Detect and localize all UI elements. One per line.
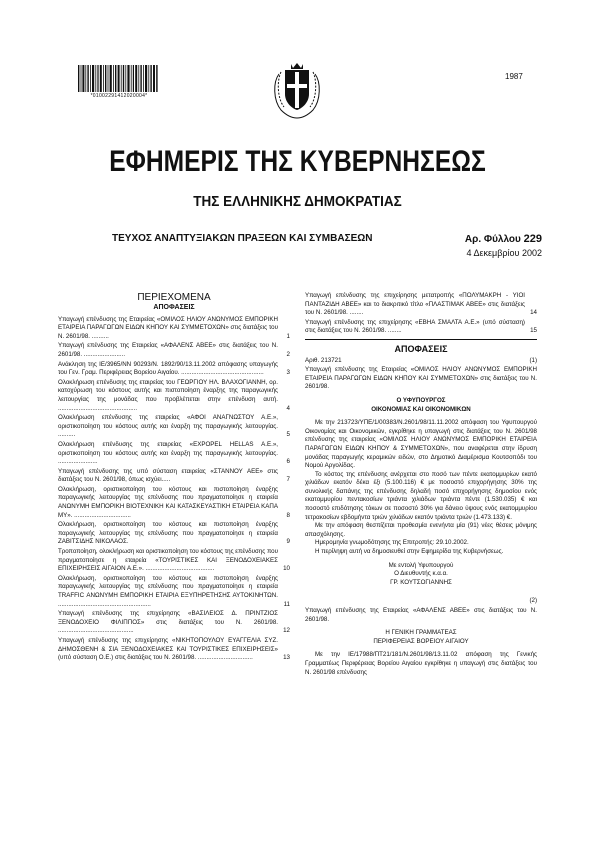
toc-page: 1 — [286, 332, 290, 340]
toc-page: 8 — [286, 511, 290, 519]
decision-1-paragraph: Η περίληψη αυτή να δημοσιευθεί στην Εφημερίδα της Κυβερνήσεως. — [315, 548, 504, 556]
toc-text: Υπαγωγή επένδυσης της επιχείρησης «ΒΑΣΙΛΕΙΟΣ Δ. ΠΡΙΝΤΖΙΟΣ ΞΕΝΟΔΟΧΕΙΟ ΦΙΛΙΠΠΟΣ» στις διατάξεις του Ν. 2601/98. ............................................ — [58, 610, 278, 635]
toc-text: Υπαγωγή επένδυσης της επιχείρησης «ΝΙΚΗΤΟΠΟΥΛΟΥ ΕΥΑΓΓΕΛΙΑ ΣΥΖ. ΔΗΜΟΣΘΕΝΗ & ΣΙΑ ΞΕΝΟΔΟΧΕΙΑΚΕΣ ΚΑΙ ΤΟΥΡΙΣΤΙΚΕΣ ΕΠΙΧΕΙΡΗΣΕΙΣ» (υπό σύσταση Ο.Ε.) στις διατάξεις του Ν. 2601/98. ................................ — [58, 636, 278, 662]
toc-text: Υπαγωγή επένδυσης της Εταιρείας «ΑΦΑΛΕΝΣ ΑΒΕΕ» στις διατάξεις του Ν. 2601/98. ........................ — [58, 342, 278, 358]
toc-page: 13 — [283, 654, 290, 662]
toc-item — [58, 379, 290, 413]
toc-page: 12 — [283, 627, 290, 635]
decision-2-authority: Η ΓΕΝΙΚΗ ΓΡΑΜΜΑΤΕΑΣ — [385, 629, 457, 637]
toc-item — [58, 637, 290, 663]
toc-page: 7 — [286, 476, 290, 484]
contents-column — [58, 292, 290, 664]
toc-page: 5 — [286, 431, 290, 439]
decision-1-signature-line: Ο Διευθυντής κ.α.α. — [394, 570, 448, 578]
toc-text: Ολοκλήρωση, οριστικοποίηση του κόστους και πιστοποίηση έναρξης παραγωγικής λειτουργίας της επένδυσης που πραγματοποίησε η εταιρεία TRAFFIC ΑΝΩΝΥΜΗ ΕΜΠΟΡΙΚΗ ΕΤΑΙΡΙΑ ΕΞΥΠΗΡΕΤΗΣΗΣ ΑΥΤΟΚΙΝΗΤΩΝ. ...................................................... — [58, 574, 278, 608]
toc-item — [58, 468, 290, 485]
toc-page: 2 — [286, 350, 290, 358]
toc-text: Ολοκλήρωση επένδυσης της εταιρείας «EXPOPEL HELLAS A.E.», οριστικοποίηση του κόστους αυτής και έναρξη της παραγωγικής λειτουργίας. ....................... — [58, 440, 278, 466]
toc-item — [58, 521, 290, 547]
toc-item — [58, 486, 290, 520]
issue-sheet — [465, 233, 542, 245]
toc-item — [58, 316, 290, 342]
toc-text: Υπαγωγή επένδυσης της υπό σύσταση εταιρείας «ΣΤΑΝΝΟΥ ΑΕΕ» στις διατάξεις του Ν. 2601/98, όπως ισχύει..... — [58, 467, 278, 484]
gazette-title: ΕΦΗΜΕΡΙΣ ΤΗΣ ΚΥΒΕΡΝΗΣΕΩΣ — [109, 145, 486, 178]
toc-item — [305, 292, 537, 318]
issue-date: 4 Δεκεμβρίου 2002 — [466, 248, 542, 258]
toc-item — [58, 414, 290, 440]
decision-1-ref-line — [305, 357, 537, 366]
decision-2-ref-line — [305, 597, 537, 606]
barcode-number: *01002291412020004* — [90, 93, 148, 99]
toc-page: 10 — [283, 565, 290, 573]
decision-2-number: (2) — [529, 597, 537, 605]
decision-1-signature-line: Με εντολή Υφυπουργού — [388, 561, 454, 569]
toc-text: Υπαγωγή επένδυσης της Εταιρείας «ΟΜΙΛΟΣ ΗΛΙΟΥ ΑΝΩΝΥΜΟΣ ΕΜΠΟΡΙΚΗ ΕΤΑΙΡΕΙΑ ΠΑΡΑΓΩΓΩΝ ΕΙΔΩΝ ΚΗΠΟΥ ΚΑΙ ΣΥΜΜΕΤΟΧΩΝ» στις διατάξεις του Ν. 2601/98. .......... — [58, 315, 279, 340]
greek-coat-of-arms-emblem — [269, 60, 325, 120]
toc-page: 14 — [530, 309, 537, 317]
decision-2-paragraph: Με την ΙΕ/17988/ΠΤ21/181/Ν.2601/98/13.11.02 απόφαση της Γενικής Γραμματέως Περιφέρειας Βορείου Αιγαίου εγκρίθηκε η υπαγωγή στις διατάξεις του Ν. 2601/98 επένδυσης — [305, 651, 537, 676]
decisions-column — [305, 292, 537, 677]
toc-page: 3 — [286, 369, 290, 377]
toc-item — [58, 610, 290, 636]
toc-item — [305, 319, 537, 336]
barcode — [78, 65, 158, 92]
toc-text: Ολοκλήρωση, οριστικοποίηση του κόστους και πιστοποίηση έναρξης παραγωγικής λειτουργίας της επένδυσης που πραγματοποίησε η εταιρεία ΖΑΒΙΤΣΙΔΗΣ ΝΙΚΟΛΑΟΣ. — [58, 521, 278, 546]
decision-2-title: Υπαγωγή επένδυσης της Εταιρείας «ΑΦΑΛΕΝΣ ΑΒΕΕ» στις διατάξεις του Ν. 2601/98. — [305, 607, 537, 623]
decision-1-paragraph: Με την απόφαση θεσπίζεται προθεσμία ενενήντα μία (91) νέες θέσεις μόνιμης απασχόλησης. — [305, 522, 537, 538]
toc-text: Υπαγωγή επένδυσης της επιχείρησης μετατροπής «ΠΟΛΥΜΑΚΡΗ - ΥΙΟΙ ΠΑΝΤΑΖΙΔΗ ΑΒΕΕ» και το διακριτικό τίτλο «ΠΛΑΣΤΙΜΑΚ ΑΒΕΕ» στις διατάξεις του Ν. 2601/98. ........ — [305, 292, 525, 317]
toc-text: Τροποποίηση, ολοκλήρωση και οριστικοποίηση του κόστους της επένδυσης που πραγματοποίησε η εταιρεία «ΤΟΥΡΙΣΤΙΚΕΣ ΚΑΙ ΞΕΝΟΔΟΧΕΙΑΚΕΣ ΕΠΙΧΕΙΡΗΣΕΙΣ ΑΙΓΑΙΟΝ Α.Ε.». ........................................ — [58, 548, 278, 573]
toc-page: 6 — [286, 458, 290, 466]
issue-series: ΤΕΥΧΟΣ ΑΝΑΠΤΥΞΙΑΚΩΝ ΠΡΑΞΕΩΝ ΚΑΙ ΣΥΜΒΑΣΕΩΝ — [112, 233, 373, 244]
toc-page: 9 — [286, 538, 290, 546]
decisions-heading: ΑΠΟΦΑΣΕΙΣ — [305, 339, 537, 354]
toc-item — [58, 575, 290, 609]
decision-1-signatory: ΓΡ. ΚΟΥΤΣΟΓΙΑΝΝΗΣ — [390, 578, 452, 586]
toc-text: Ολοκλήρωση, οριστικοποίηση του κόστους και πιστοποίηση έναρξης παραγωγικής λειτουργίας της επένδυσης που πραγματοποίησε η εταιρεία ΑΝΩΝΥΜΗ ΕΜΠΟΡΙΚΗ ΒΙΟΤΕΧΝΙΚΗ ΚΑΙ ΚΑΤΑΣΚΕΥΑΣΤΙΚΗ ΕΤΑΙΡΕΙΑ ΚΑΠΑ ΜΥ». ................................. — [58, 485, 278, 519]
toc-page: 15 — [530, 327, 537, 335]
decision-1-title: Υπαγωγή επένδυσης της Εταιρείας «ΟΜΙΛΟΣ ΗΛΙΟΥ ΑΝΩΝΥΜΟΣ ΕΜΠΟΡΙΚΗ ΕΤΑΙΡΕΙΑ ΠΑΡΑΓΩΓΩΝ ΕΙΔΩΝ ΚΗΠΟΥ ΚΑΙ ΣΥΜΜΕΤΟΧΩΝ» στις διατάξεις του Ν. 2601/98. — [305, 366, 537, 391]
decision-1-authority: Ο ΥΦΥΠΟΥΡΓΟΣ — [396, 396, 446, 404]
toc-item — [58, 441, 290, 467]
gazette-subtitle: ΤΗΣ ΕΛΛΗΝΙΚΗΣ ΔΗΜΟΚΡΑΤΙΑΣ — [193, 193, 402, 210]
contents-subheading: ΑΠΟΦΑΣΕΙΣ — [153, 304, 195, 311]
toc-item — [58, 342, 290, 359]
decision-2-region: ΠΕΡΙΦΕΡΕΙΑΣ ΒΟΡΕΙΟΥ ΑΙΓΑΙΟΥ — [373, 637, 469, 645]
toc-text: Υπαγωγή επένδυσης της επιχείρησης «ΕΒΗΑ ΣΜΑΛΤΑ Α.Ε.» (υπό σύσταση) στις διατάξεις του Ν. 2601/98. ........ — [305, 318, 525, 335]
page-number: 1987 — [505, 72, 523, 81]
toc-page: 4 — [286, 404, 290, 412]
toc-text: Ολοκλήρωση επένδυσης της εταιρείας του ΓΕΩΡΓΙΟΥ ΗΛ. ΒΛΑΧΟΓΙΑΝΝΗ, ορ. κατοχύρωση του κόστους αυτής και πιστοποίηση έναρξης της παραγωγικής λειτουργίας της μονάδας που προβλέπεται στην επένδυση αυτή. .............................................. — [58, 378, 278, 412]
toc-item — [58, 361, 290, 378]
decision-1-paragraph: Το κόστος της επένδυσης ανέρχεται στο ποσό των πέντε εκατομμυρίων εκατό χιλιάδων εκατόν δέκα έξι (5.100.116) € με ποσοστό επιχορήγησης 30% της συνολικής δαπάνης της επένδυσης δηλαδή ποσό επιχορήγησης δημοσίου ενός εκατομμυρίου πεντακοσίων τριάντα χιλιάδων τριάντα πέντε (1.530.035) € και ποσοστό επιδότησης τόκων σε ποσοστό 30% για δάνειο ύψους ενός εκατομμυρίου τετρακοσίων εβδομήντα τριών χιλιάδων εκατόν τριάντα τριών (1.473.133) €. — [305, 470, 537, 521]
toc-text: Ολοκλήρωση επένδυσης της εταιρείας «ΑΦΟΙ ΑΝΑΓΝΩΣΤΟΥ Α.Ε.», οριστικοποίηση του κόστους αυτής και έναρξη της παραγωγικής λειτουργίας. .......... — [58, 414, 278, 439]
sheet-label: Αρ. Φύλλου — [464, 234, 521, 245]
issue-line — [112, 233, 542, 247]
decision-1-paragraph: Με την 213723/ΥΠΕ/1/00383/Ν.2601/98/11.11.2002 απόφαση του Υφυπουργού Οικονομίας και Οικονομικών, εγκρίθηκε η υπαγωγή στις διατάξεις του Ν. 2601/98 επένδυσης της εταιρείας «ΟΜΙΛΟΣ ΗΛΙΟΥ ΑΝΩΝΥΜΟΣ ΕΜΠΟΡΙΚΗ ΕΤΑΙΡΕΙΑ ΠΑΡΑΓΩΓΩΝ ΕΙΔΩΝ ΚΗΠΟΥ & ΣΥΜΜΕΤΟΧΩΝ», που αναφέρεται στην ίδρυση μονάδας παραγωγής κεραμικών ειδών, στο Δημοτικό Διαμέρισμα Κουτσοπόδι του Νομού Αργολίδας. — [305, 419, 537, 470]
toc-item — [58, 548, 290, 574]
toc-text: Ανάκληση της ΙΕ/3965/ΝΝ 90293/Ν. 1892/90/13.11.2002 απόφασης υπαγωγής του Γεν. Γραμ. Περιφέρειας Βορείου Αιγαίου. ................................................ — [58, 360, 278, 377]
contents-heading: ΠΕΡΙΕΧΟΜΕΝΑ — [137, 292, 211, 303]
decision-1-paragraph: Ημερομηνία γνωμοδότησης της Επιτροπής: 29.10.2002. — [315, 539, 469, 547]
decision-1-ministry: ΟΙΚΟΝΟΜΙΑΣ ΚΑΙ ΟΙΚΟΝΟΜΙΚΩΝ — [371, 405, 471, 413]
toc-page: 11 — [283, 600, 290, 608]
decision-1-number: (1) — [529, 356, 537, 364]
decision-1-ref: Αριθ. 213721 — [305, 356, 342, 364]
sheet-number: 229 — [523, 233, 542, 245]
